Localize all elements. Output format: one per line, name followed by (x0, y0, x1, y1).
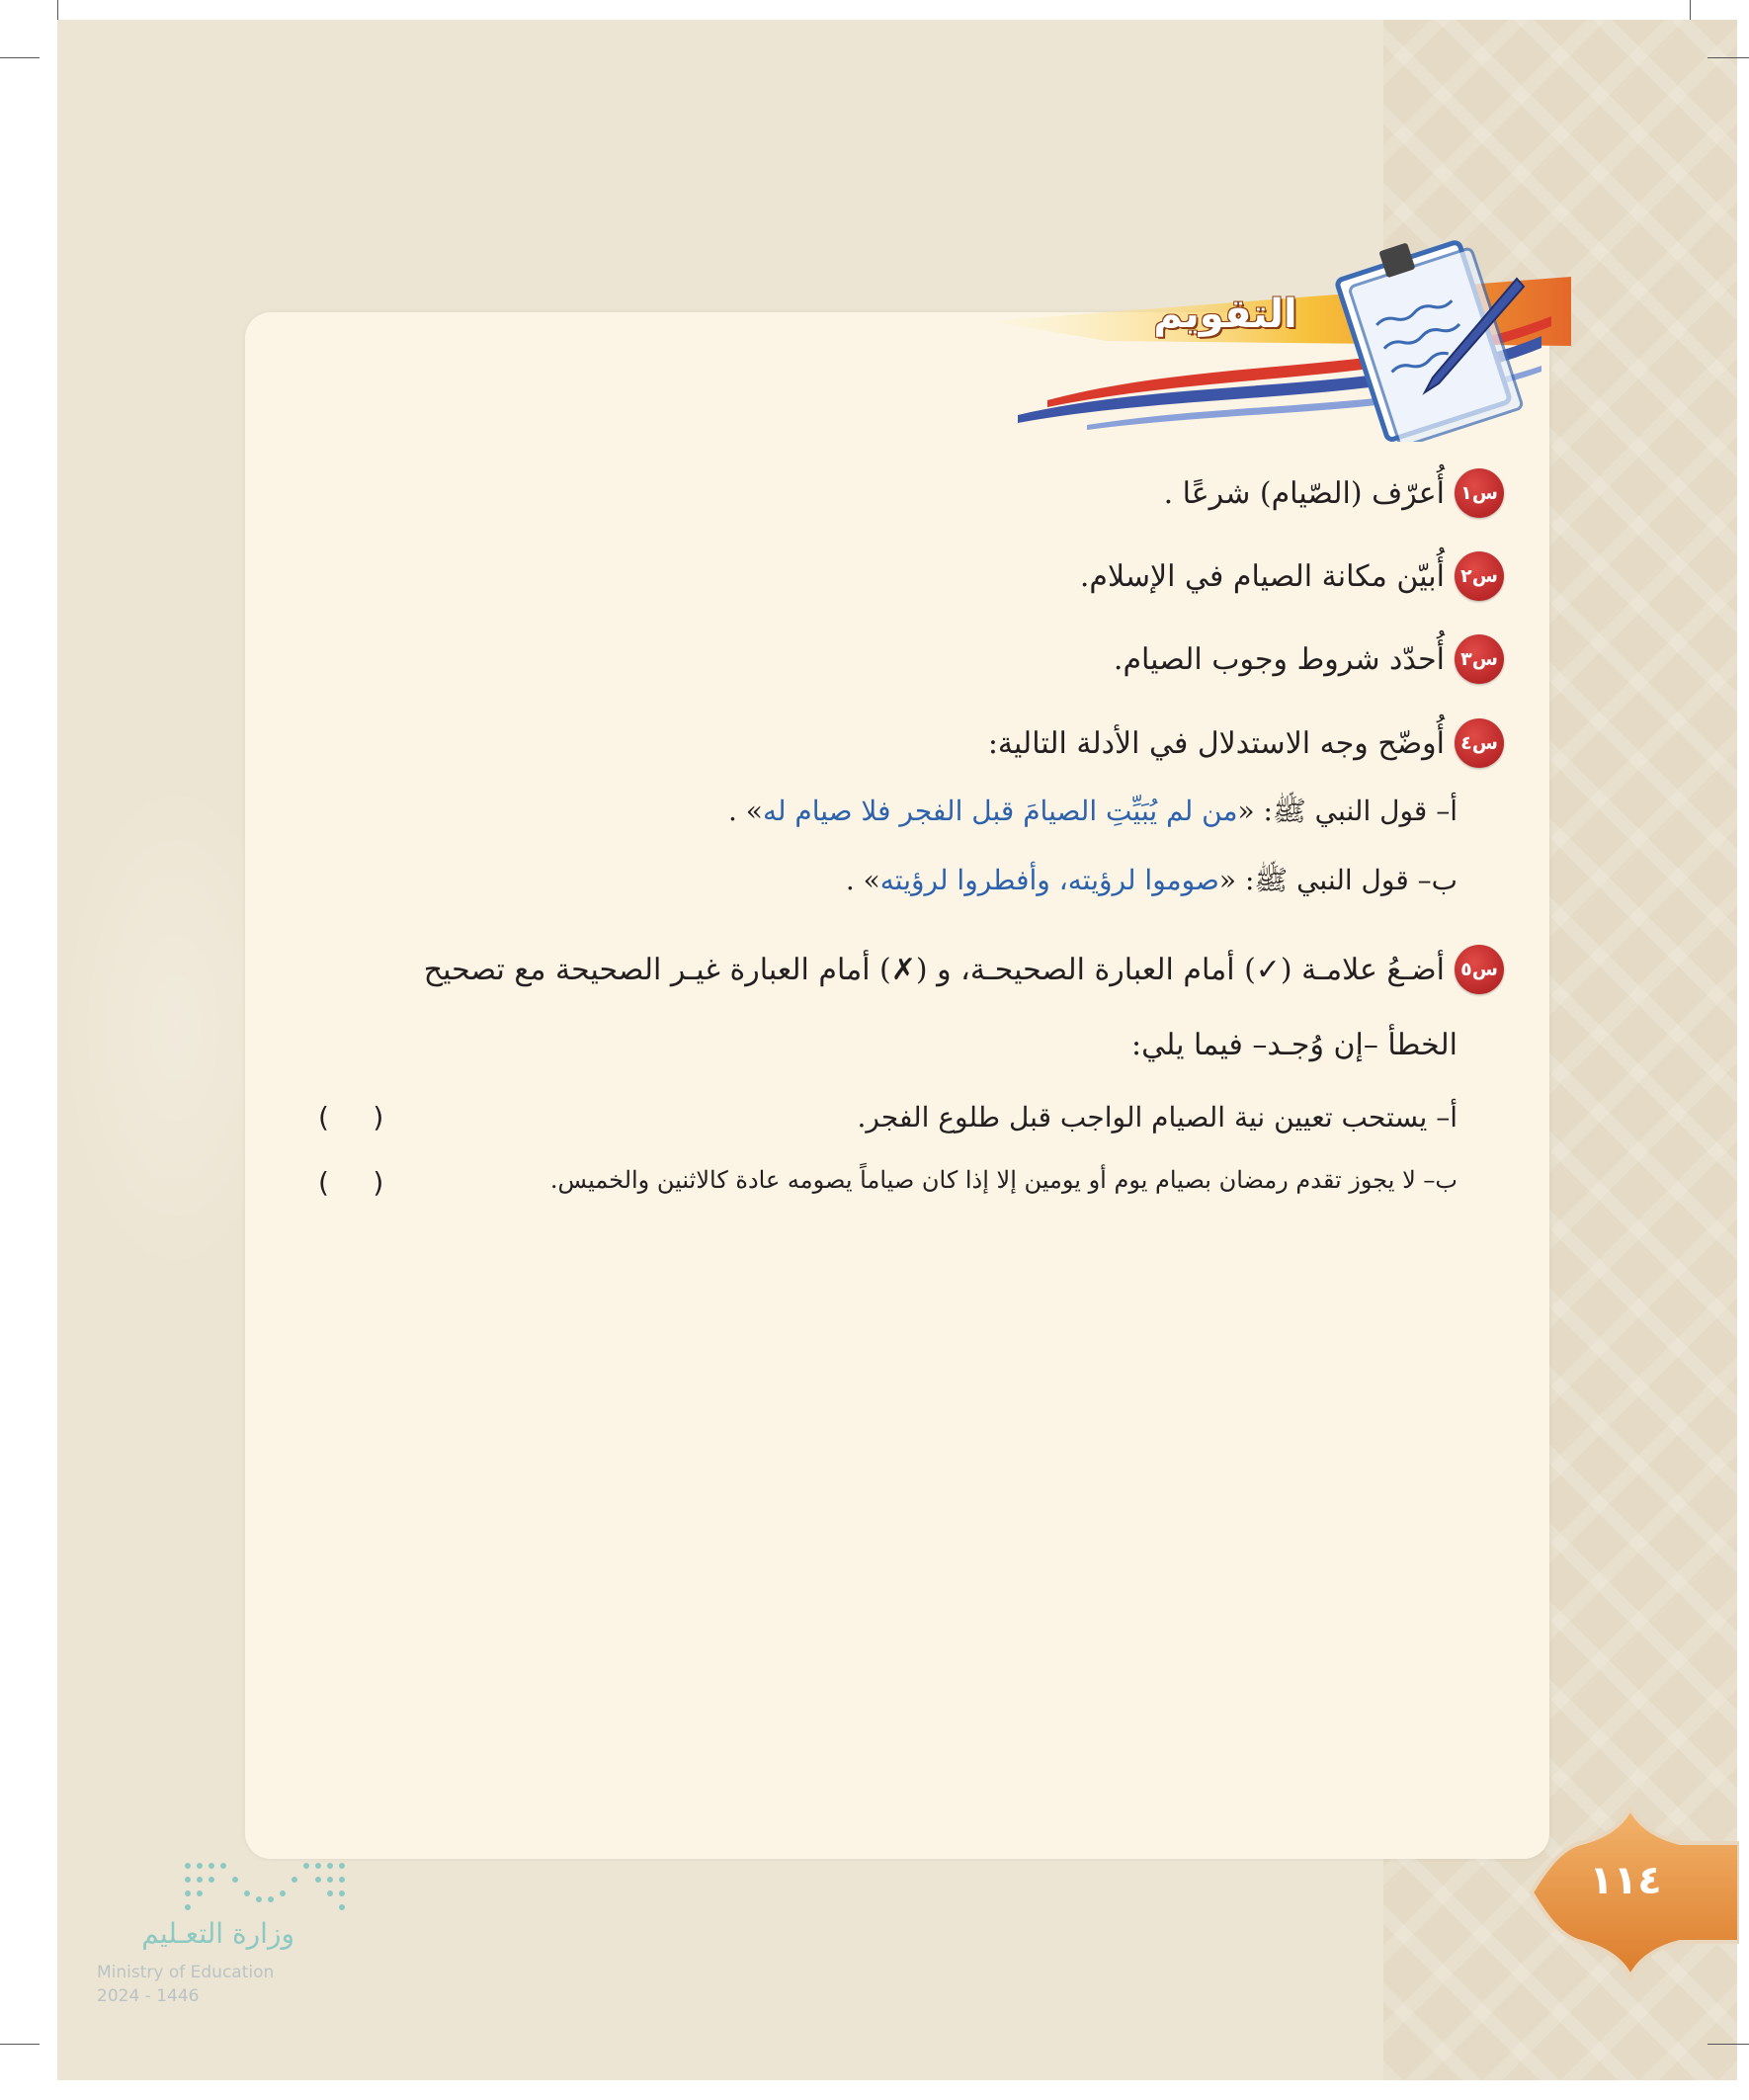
ministry-logo-dots (178, 1856, 356, 1915)
true-false-item-b: ب– لا يجوز تقدم رمضان بصيام يوم أو يومين إلا إذا كان صياماً يصومه عادة كالاثنين والخميس. (549, 1166, 1458, 1194)
question-4 (988, 718, 1504, 768)
crop-mark (0, 57, 40, 58)
hadith-suffix: » . (728, 795, 763, 827)
question-badge: س١ (1455, 468, 1504, 518)
hadith-item-b (846, 864, 1458, 903)
question-text: أُعرّف (الصّيام) شرعًا . (1163, 475, 1445, 511)
question-1 (1164, 468, 1504, 518)
question-badge: س٢ (1455, 551, 1504, 601)
question-text: أُبيّن مكانة الصيام في الإسلام. (1079, 558, 1445, 594)
question-text: أُحدّد شروط وجوب الصيام. (1113, 641, 1445, 677)
section-title: التقويم (1153, 292, 1297, 337)
crop-mark (1707, 2044, 1749, 2045)
hadith-item-a (728, 795, 1458, 834)
hadith-suffix: » . (845, 864, 880, 896)
question-text: أضـعُ علامـة (✓) أمام العبارة الصحيحـة، و (✗) أمام العبارة غيـر الصحيحة مع تصحيح (423, 952, 1445, 987)
answer-blank[interactable]: ( ) (318, 1101, 384, 1134)
ministry-name-arabic: وزارة التعـليم (141, 1917, 294, 1950)
question-5 (424, 945, 1504, 994)
question-5-continuation: الخطأ –إن وُجـد– فيما يلي: (1131, 1028, 1458, 1062)
notepad-pen-icon (1314, 229, 1551, 442)
question-badge: س٣ (1455, 634, 1504, 684)
question-text: أُوضّح وجه الاستدلال في الأدلة التالية: (987, 725, 1445, 761)
crop-mark (1707, 57, 1749, 58)
hadith-quote: من لم يُبَيِّتِ الصيامَ قبل الفجر فلا صيام له (762, 795, 1238, 827)
content-panel (245, 312, 1549, 1859)
page-number: ١١٤ (1589, 1858, 1662, 1903)
edition-year: 2024 - 1446 (97, 1986, 200, 2006)
crop-mark (57, 0, 58, 20)
question-2 (1080, 551, 1504, 601)
answer-blank[interactable]: ( ) (318, 1166, 384, 1199)
true-false-item-a: أ– يستحب تعيين نية الصيام الواجب قبل طلوع الفجر. (857, 1101, 1458, 1134)
crop-mark (0, 2044, 40, 2045)
question-badge: س٤ (1455, 718, 1504, 768)
hadith-prefix: أ– قول النبي ﷺ: « (1237, 795, 1458, 827)
crop-mark (1690, 0, 1691, 20)
hadith-quote: صوموا لرؤيته، وأفطروا لرؤيته (879, 864, 1219, 896)
hadith-prefix: ب– قول النبي ﷺ: « (1218, 864, 1458, 896)
faded-ornament (57, 771, 255, 1285)
ministry-name-english: Ministry of Education (97, 1963, 275, 1982)
question-3 (1114, 634, 1504, 684)
question-badge: س٥ (1455, 945, 1504, 994)
